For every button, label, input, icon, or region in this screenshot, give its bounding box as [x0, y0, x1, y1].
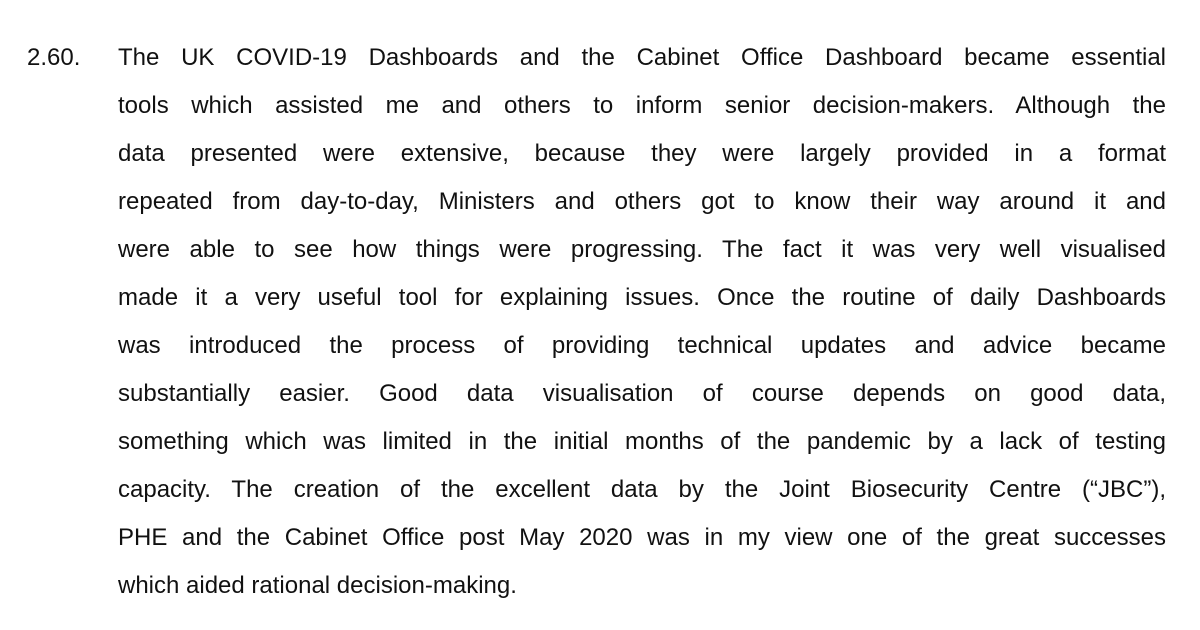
paragraph-line: something which was limited in the initial months of the pandemic by a lack of testing [118, 428, 1166, 455]
paragraph-line-last: which aided rational decision-making. [118, 572, 517, 599]
paragraph-line: data presented were extensive, because they were largely provided in a format [118, 140, 1166, 167]
paragraph-body [118, 34, 1166, 610]
paragraph-line: made it a very useful tool for explaining issues. Once the routine of daily Dashboards [118, 284, 1166, 311]
paragraph-line: substantially easier. Good data visualisation of course depends on good data, [118, 380, 1166, 407]
paragraph-number: 2.60. [27, 44, 81, 71]
paragraph-line: capacity. The creation of the excellent data by the Joint Biosecurity Centre (“JBC”), [118, 476, 1166, 503]
paragraph-line: The UK COVID-19 Dashboards and the Cabinet Office Dashboard became essential [118, 44, 1166, 71]
paragraph-line: was introduced the process of providing technical updates and advice became [118, 332, 1166, 359]
paragraph-line: tools which assisted me and others to inform senior decision-makers. Although the [118, 92, 1166, 119]
paragraph-line: repeated from day-to-day, Ministers and others got to know their way around it and [118, 188, 1166, 215]
paragraph-line: were able to see how things were progressing. The fact it was very well visualised [118, 236, 1166, 263]
paragraph-line: PHE and the Cabinet Office post May 2020 was in my view one of the great successes [118, 524, 1166, 551]
